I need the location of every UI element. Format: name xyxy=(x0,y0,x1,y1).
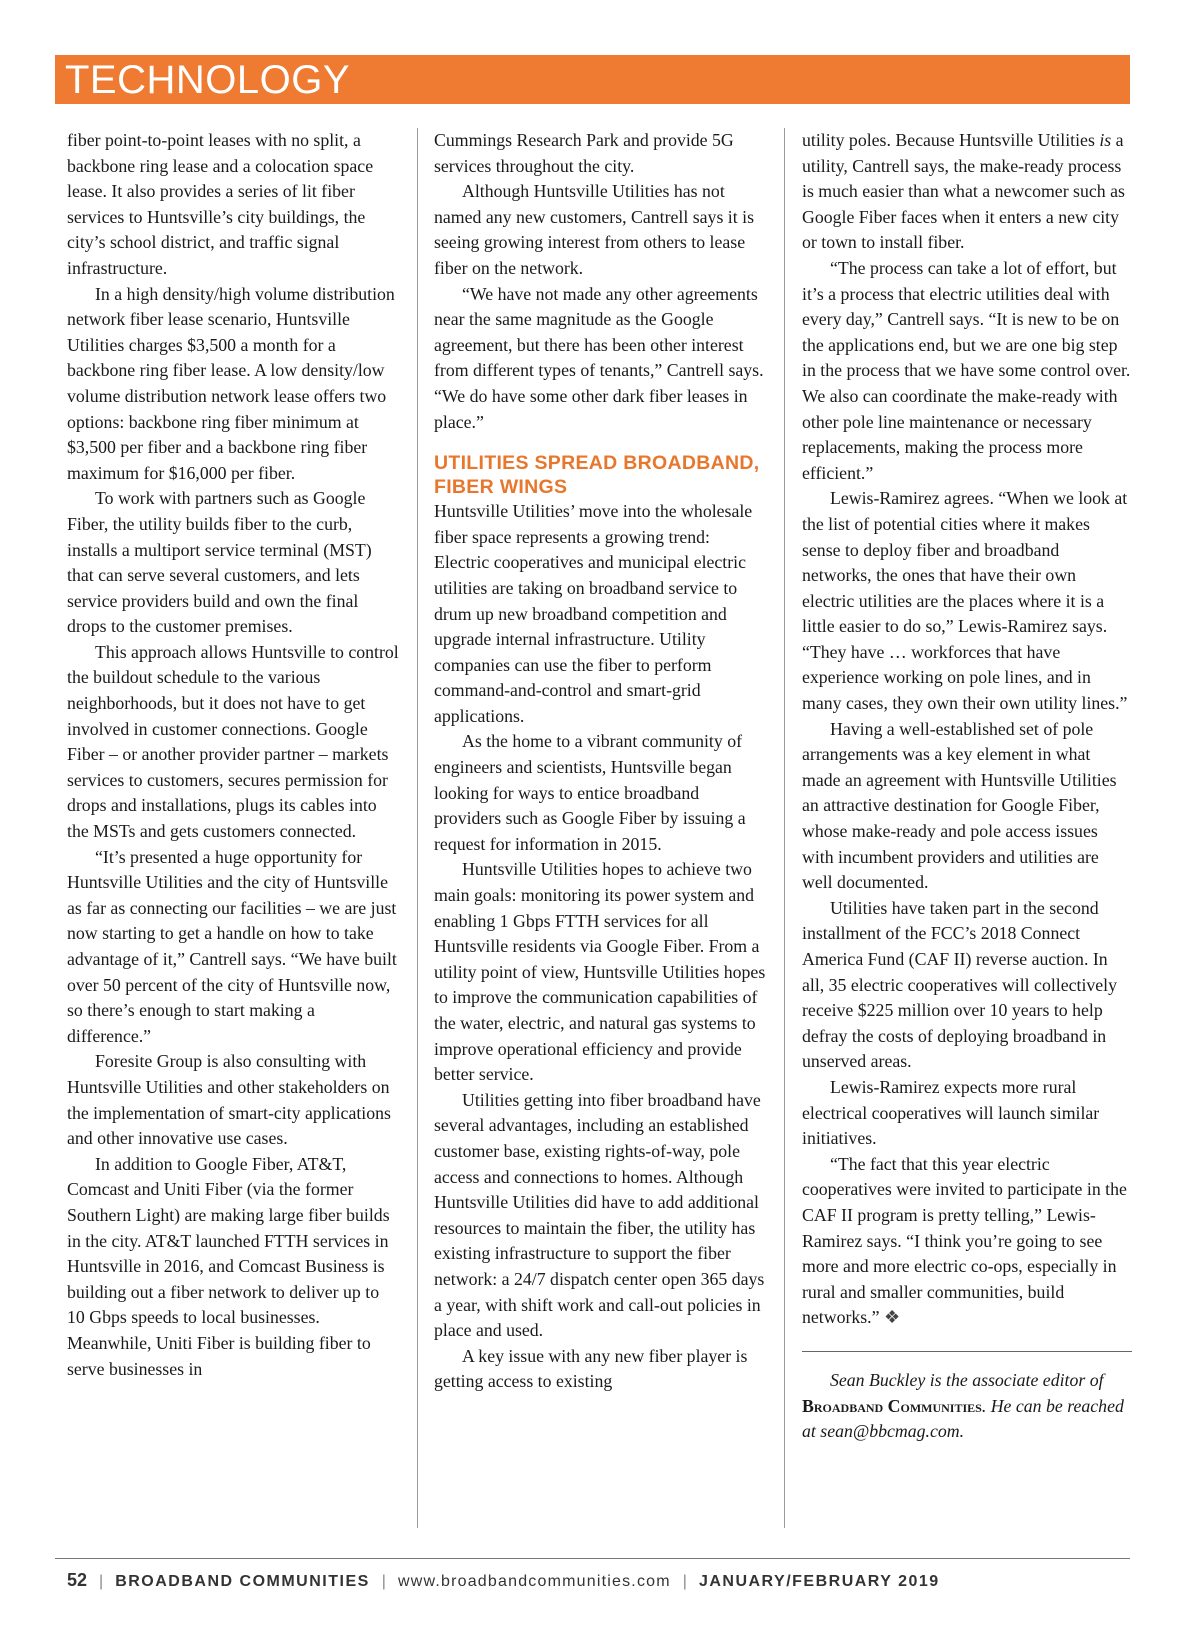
end-mark-icon: ❖ xyxy=(883,1307,900,1328)
paragraph: Having a well-established set of pole arrangements was a key element in what made an agreement with Huntsville Utilities an attractive destination for Google Fiber, whose make-ready and pole access issues with incumbent providers and utilities are well documented. xyxy=(802,718,1117,893)
paragraph: Foresite Group is also consulting with Huntsville Utilities and other stakeholders on the implementation of smart-city applications and other innovative use cases. xyxy=(67,1051,391,1149)
paragraph xyxy=(802,1152,1132,1331)
paragraph: Utilities have taken part in the second installment of the FCC’s 2018 Connect America Fund (CAF II) reverse auction. In all, 35 electric cooperatives will collectively receive $225 million over 10 years to help defray the costs of deploying broadband in unserved areas. xyxy=(802,897,1117,1072)
paragraph: Although Huntsville Utilities has not named any new customers, Cantrell says it is seeing growing interest from others to lease fiber on the network. xyxy=(434,181,754,278)
paragraph: Lewis-Ramirez expects more rural electrical cooperatives will launch similar initiatives. xyxy=(802,1076,1100,1149)
column-divider-1 xyxy=(417,128,418,1528)
publication-name: Broadband Communities xyxy=(802,1395,982,1416)
paragraph: A key issue with any new fiber player is getting access to existing xyxy=(434,1345,748,1392)
issue-date: JANUARY/FEBRUARY 2019 xyxy=(698,1573,940,1590)
bio-divider xyxy=(802,1351,1132,1352)
paragraph: This approach allows Huntsville to control the buildout schedule to the various neighborhoods, but it does not have to get involved in customer connections. Google Fiber – or another provider partner – markets services to customers, secures permission for drops and installations, plugs its cables into the MSTs and gets customers connected. xyxy=(67,641,399,842)
paragraph: As the home to a vibrant community of engineers and scientists, Huntsville began looking for ways to entice broadband providers such as Google Fiber by issuing a request for information in 2015. xyxy=(434,731,746,854)
paragraph: Utilities getting into fiber broadband have several advantages, including an established customer base, existing rights-of-way, pole access and connections to homes. Although Huntsville Utilities did have to add additional resources to maintain the fiber, the utility has existing infrastructure to support the fiber network: a 24/7 dispatch center open 365 days a year, with shift work and call-out policies in place and used. xyxy=(434,1089,765,1341)
article-column-2 xyxy=(434,128,766,1395)
paragraph: To work with partners such as Google Fiber, the utility builds fiber to the curb, installs a multiport service terminal (MST) that can serve several customers, and lets service providers build and own the final drops to the customer premises. xyxy=(67,488,372,637)
article-column-1 xyxy=(67,128,400,1382)
paragraph: “The process can take a lot of effort, but it’s a process that electric utilities deal with every day,” Cantrell says. “It is new to be on the applications end, but we are one big step in the process that we have some control over. We also can coordinate the make-ready with other pole line maintenance or necessary replacements, making the process more efficient.” xyxy=(802,257,1131,483)
page-number: 52 xyxy=(67,1570,88,1590)
paragraph: In a high density/high volume distribution network fiber lease scenario, Huntsville Utilities charges $3,500 a month for a backbone ring fiber lease. A low density/low volume distribution network lease offers two options: backbone ring fiber minimum at $3,500 per fiber and a backbone ring fiber maximum for $16,000 per fiber. xyxy=(67,283,395,483)
paragraph: “It’s presented a huge opportunity for Huntsville Utilities and the city of Huntsville as far as connecting our facilities – we are just now starting to get a handle on how to take advantage of it,” Cantrell says. “We have built over 50 percent of the city of Huntsville now, so there’s enough to start making a difference.” xyxy=(67,846,397,1046)
paragraph: Huntsville Utilities hopes to achieve two main goals: monitoring its power system and enabling 1 Gbps FTTH services for all Huntsville residents via Google Fiber. From a utility point of view, Huntsville Utilities hopes to improve the communication capabilities of the water, electric, and natural gas systems to improve operational efficiency and provide better service. xyxy=(434,859,766,1085)
footer-separator: | xyxy=(99,1573,104,1590)
paragraph xyxy=(802,128,1132,256)
text-run: “The fact that this year electric cooperatives were invited to participate in the CAF II program is pretty telling,” Lewis-Ramirez says. “I think you’re going to see more and more electric co-ops, especially in rural and smaller communities, build networks.” xyxy=(802,1153,1127,1328)
paragraph: Huntsville Utilities’ move into the wholesale fiber space represents a growing trend: Electric cooperatives and municipal electric utilities are taking on broadband service to drum up new broadband competition and upgrade internal infrastructure. Utility companies can use the fiber to perform command-and-control and smart-grid applications. xyxy=(434,501,753,726)
text-run: a utility, Cantrell says, the make-ready process is much easier than what a newcomer such as Google Fiber faces when it enters a new city or town to install fiber. xyxy=(802,130,1125,253)
section-banner xyxy=(55,55,1130,104)
text-run: Sean Buckley is the associate editor of xyxy=(830,1369,1104,1390)
paragraph: “We have not made any other agreements near the same magnitude as the Google agreement, but there has been other interest from different types of tenants,” Cantrell says. “We do have some other dark fiber leases in place.” xyxy=(434,283,764,432)
text-run: utility poles. Because Huntsville Utilities xyxy=(802,130,1100,150)
page-footer xyxy=(67,1570,940,1591)
paragraph: fiber point-to-point leases with no split, a backbone ring lease and a colocation space lease. It also provides a series of lit fiber services to Huntsville’s city buildings, the city’s school district, and traffic signal infrastructure. xyxy=(67,130,374,278)
footer-divider xyxy=(55,1558,1130,1559)
author-bio xyxy=(802,1368,1132,1445)
footer-separator: | xyxy=(381,1573,386,1590)
paragraph: In addition to Google Fiber, AT&T, Comcast and Uniti Fiber (via the former Southern Light) are making large fiber builds in the city. AT&T launched FTTH services in Huntsville in 2016, and Comcast Business is building out a fiber network to deliver up to 10 Gbps speeds to local businesses. Meanwhile, Uniti Fiber is building fiber to serve businesses in xyxy=(67,1153,390,1379)
column-divider-2 xyxy=(784,128,785,1528)
section-heading: UTILITIES SPREAD BROADBAND, FIBER WINGS xyxy=(434,452,760,499)
text-run: . He can be reached at sean@bbcmag.com. xyxy=(802,1395,1124,1442)
paragraph: Cummings Research Park and provide 5G services throughout the city. xyxy=(434,130,734,176)
section-title: TECHNOLOGY xyxy=(65,58,351,102)
emphasis: is xyxy=(1099,130,1112,150)
article-column-3 xyxy=(802,128,1132,1445)
website-url: www.broadbandcommunities.com xyxy=(397,1573,671,1590)
paragraph: Lewis-Ramirez agrees. “When we look at the list of potential cities where it makes sense to deploy fiber and broadband networks, the ones that have their own electric utilities are the places where it is a little easier to do so,” Lewis-Ramirez says. “They have … workforces that have experience working on pole lines, and in many cases, they own their own utility lines.” xyxy=(802,488,1128,714)
publication-title: BROADBAND COMMUNITIES xyxy=(115,1573,370,1590)
footer-separator: | xyxy=(682,1573,687,1590)
